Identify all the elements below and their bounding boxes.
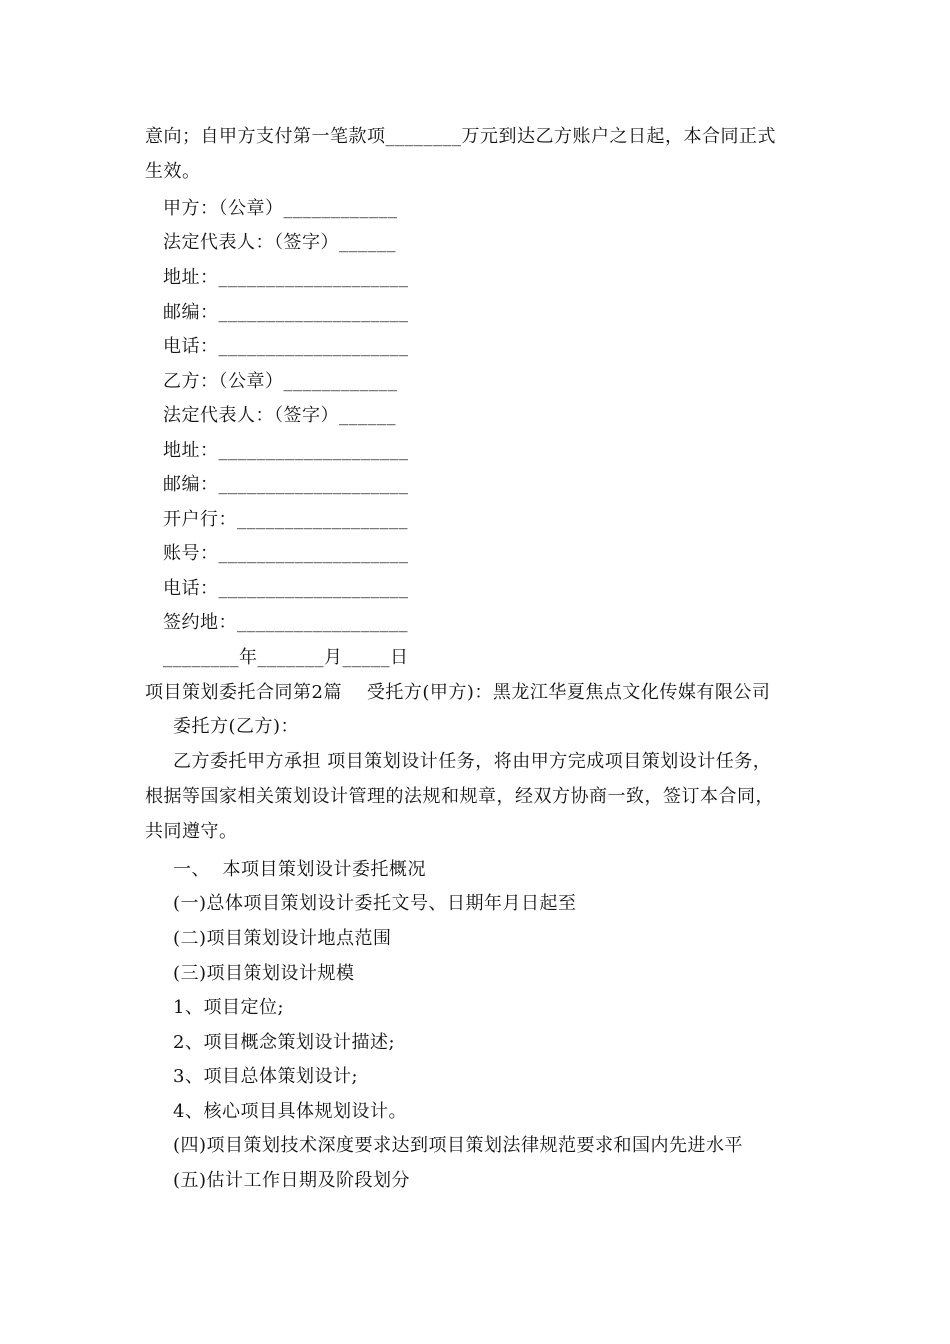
list-heading: 一、 本项目策划设计委托概况	[173, 859, 426, 880]
list-item: (二)项目策划设计地点范围	[173, 928, 392, 949]
text-line: 委托方(乙方)：	[173, 716, 300, 737]
text-line: 根据等国家相关策划设计管理的法规和规章，经双方协商一致，签订本合同，	[145, 786, 774, 807]
party-b-phone-line: 电话：____________________	[163, 578, 409, 599]
party-b-address-line: 地址：____________________	[163, 440, 409, 461]
party-b-representative-line: 法定代表人：（签字）______	[163, 405, 396, 426]
party-b-postcode-line: 邮编：____________________	[163, 474, 409, 495]
list-item: (三)项目策划设计规模	[173, 963, 355, 984]
date-line: ________年_______月_____日	[163, 647, 409, 668]
list-item: 3、项目总体策划设计;	[173, 1066, 359, 1087]
list-item: 1、项目定位;	[173, 997, 285, 1018]
list-item: (四)项目策划技术深度要求达到项目策划法律规范要求和国内先进水平	[173, 1135, 744, 1156]
party-a-representative-line: 法定代表人：（签字）______	[163, 232, 396, 253]
text-line: 乙方委托甲方承担 项目策划设计任务，将由甲方完成项目策划设计任务，	[173, 751, 772, 772]
list-item: (五)估计工作日期及阶段划分	[173, 1170, 411, 1191]
party-b-seal-line: 乙方：（公章）____________	[163, 371, 398, 392]
text-line: 意向；自甲方支付第一笔款项________万元到达乙方账户之日起，本合同正式	[145, 126, 776, 147]
party-b-account-line: 账号：____________________	[163, 543, 409, 564]
list-item: (一)总体项目策划设计委托文号、日期年月日起至	[173, 893, 577, 914]
signing-place-line: 签约地：__________________	[163, 612, 408, 633]
party-a-address-line: 地址：____________________	[163, 267, 409, 288]
party-a-phone-line: 电话：____________________	[163, 336, 409, 357]
section-heading: 项目策划委托合同第2篇 受托方(甲方)：黑龙江华夏焦点文化传媒有限公司	[145, 682, 771, 703]
party-b-bank-line: 开户行：__________________	[163, 509, 408, 530]
party-a-seal-line: 甲方：（公章）____________	[163, 198, 398, 219]
list-item: 4、核心项目具体规划设计。	[173, 1101, 407, 1122]
party-a-postcode-line: 邮编：____________________	[163, 302, 409, 323]
text-line: 共同遵守。	[145, 821, 238, 842]
text-line: 生效。	[145, 161, 201, 182]
list-item: 2、项目概念策划设计描述;	[173, 1032, 396, 1053]
